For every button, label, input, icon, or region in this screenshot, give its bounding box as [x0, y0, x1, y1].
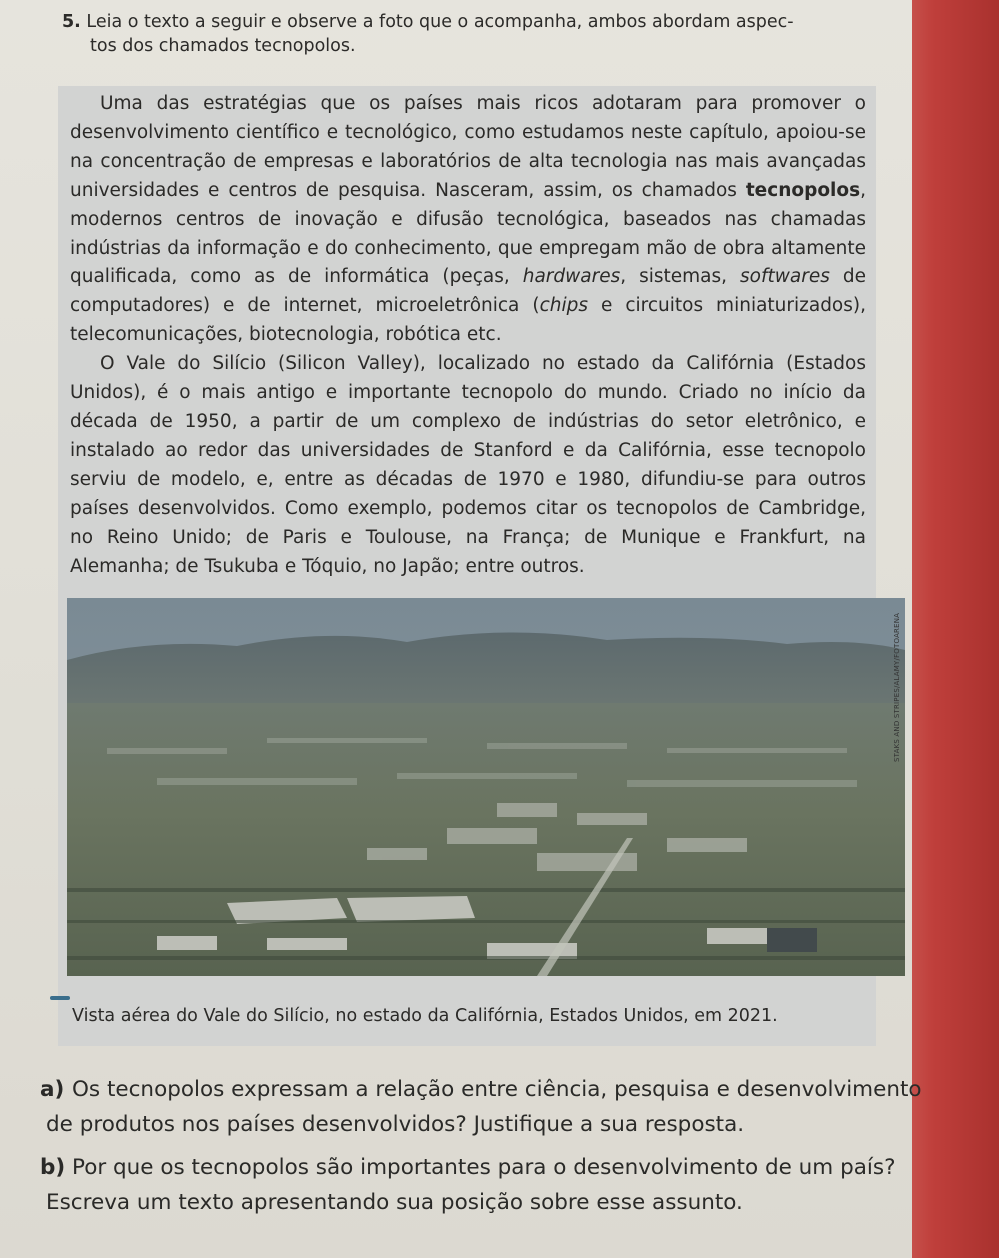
question-b-cont: Escreva um texto apresentando sua posição sobre esse assunto.: [46, 1190, 743, 1215]
photo-credit: STAKS AND STRIPES/ALAMY/FOTOARENA: [893, 612, 901, 762]
questions: [40, 1072, 940, 1228]
term-softwares: softwares: [740, 266, 830, 288]
caption-marker: [50, 996, 70, 1000]
binder-edge: [905, 0, 999, 1258]
reading-text: [70, 90, 866, 581]
photo-caption: Vista aérea do Vale do Silício, no estado da Califórnia, Estados Unidos, em 2021.: [72, 1006, 778, 1026]
aerial-photo-silicon-valley: [67, 598, 905, 976]
question-header: [62, 10, 862, 58]
p1-part-a: Uma das estratégias que os países mais ricos adotaram para promover o desenvolvimento científico e tecnológico, como estudamos neste capítulo, apoiou-se na concentração de empresas e laboratórios de alta tecnologia nas mais avançadas universidades e centros de pesquisa. Nasceram, assim, os chamados: [70, 93, 866, 201]
aerial-photo-image: [67, 598, 905, 976]
paragraph-2: O Vale do Silício (Silicon Valley), localizado no estado da Califórnia (Estados Unidos), é o mais antigo e importante tecnopolo do mundo. Criado no início da década de 1950, a partir de um complexo de indústrias do setor eletrônico, e instalado ao redor das universidades de Stanford e da Califórnia, esse tecnopolo serviu de modelo, e, entre as décadas de 1970 e 1980, difundiu-se para outros países desenvolvidos. Como exemplo, podemos citar os tecnopolos de Cambridge, no Reino Unido; de Paris e Toulouse, na França; de Munique e Frankfurt, na Alemanha; de Tsukuba e Tóquio, no Japão; entre outros.: [70, 353, 866, 577]
question-intro-line2: tos dos chamados tecnopolos.: [90, 36, 356, 56]
question-b: [40, 1150, 940, 1220]
question-a-text: Os tecnopolos expressam a relação entre ciência, pesquisa e desenvolvimento: [72, 1077, 922, 1102]
question-a-cont: de produtos nos países desenvolvidos? Justifique a sua resposta.: [46, 1112, 745, 1137]
p1-part-c: , modernos centros de inovação e difusão tecnológica, baseados nas chamadas indústrias da informação e do conhecimento, que empregam mão de obra altamente qualificada, como as de informática (peças,: [70, 179, 866, 288]
p1-part-e: , sistemas,: [620, 266, 741, 288]
question-a-marker: a): [40, 1077, 65, 1102]
term-tecnopolos: tecnopolos: [745, 179, 861, 201]
question-b-text: Por que os tecnopolos são importantes para o desenvolvimento de um país?: [72, 1155, 896, 1180]
p1-part-i: e circuitos miniaturizados), telecomunicações, biotecnologia, robótica etc.: [70, 295, 866, 346]
question-number: 5.: [62, 12, 81, 32]
p1-part-g: de computadores) e de internet, microeletrônica (: [70, 266, 866, 317]
term-hardwares: hardwares: [522, 266, 621, 288]
question-intro-line1: Leia o texto a seguir e observe a foto que o acompanha, ambos abordam aspec-: [86, 12, 794, 32]
question-b-marker: b): [40, 1155, 66, 1180]
question-a: [40, 1072, 940, 1142]
term-chips: chips: [539, 295, 588, 317]
paragraph-1: [70, 90, 866, 350]
